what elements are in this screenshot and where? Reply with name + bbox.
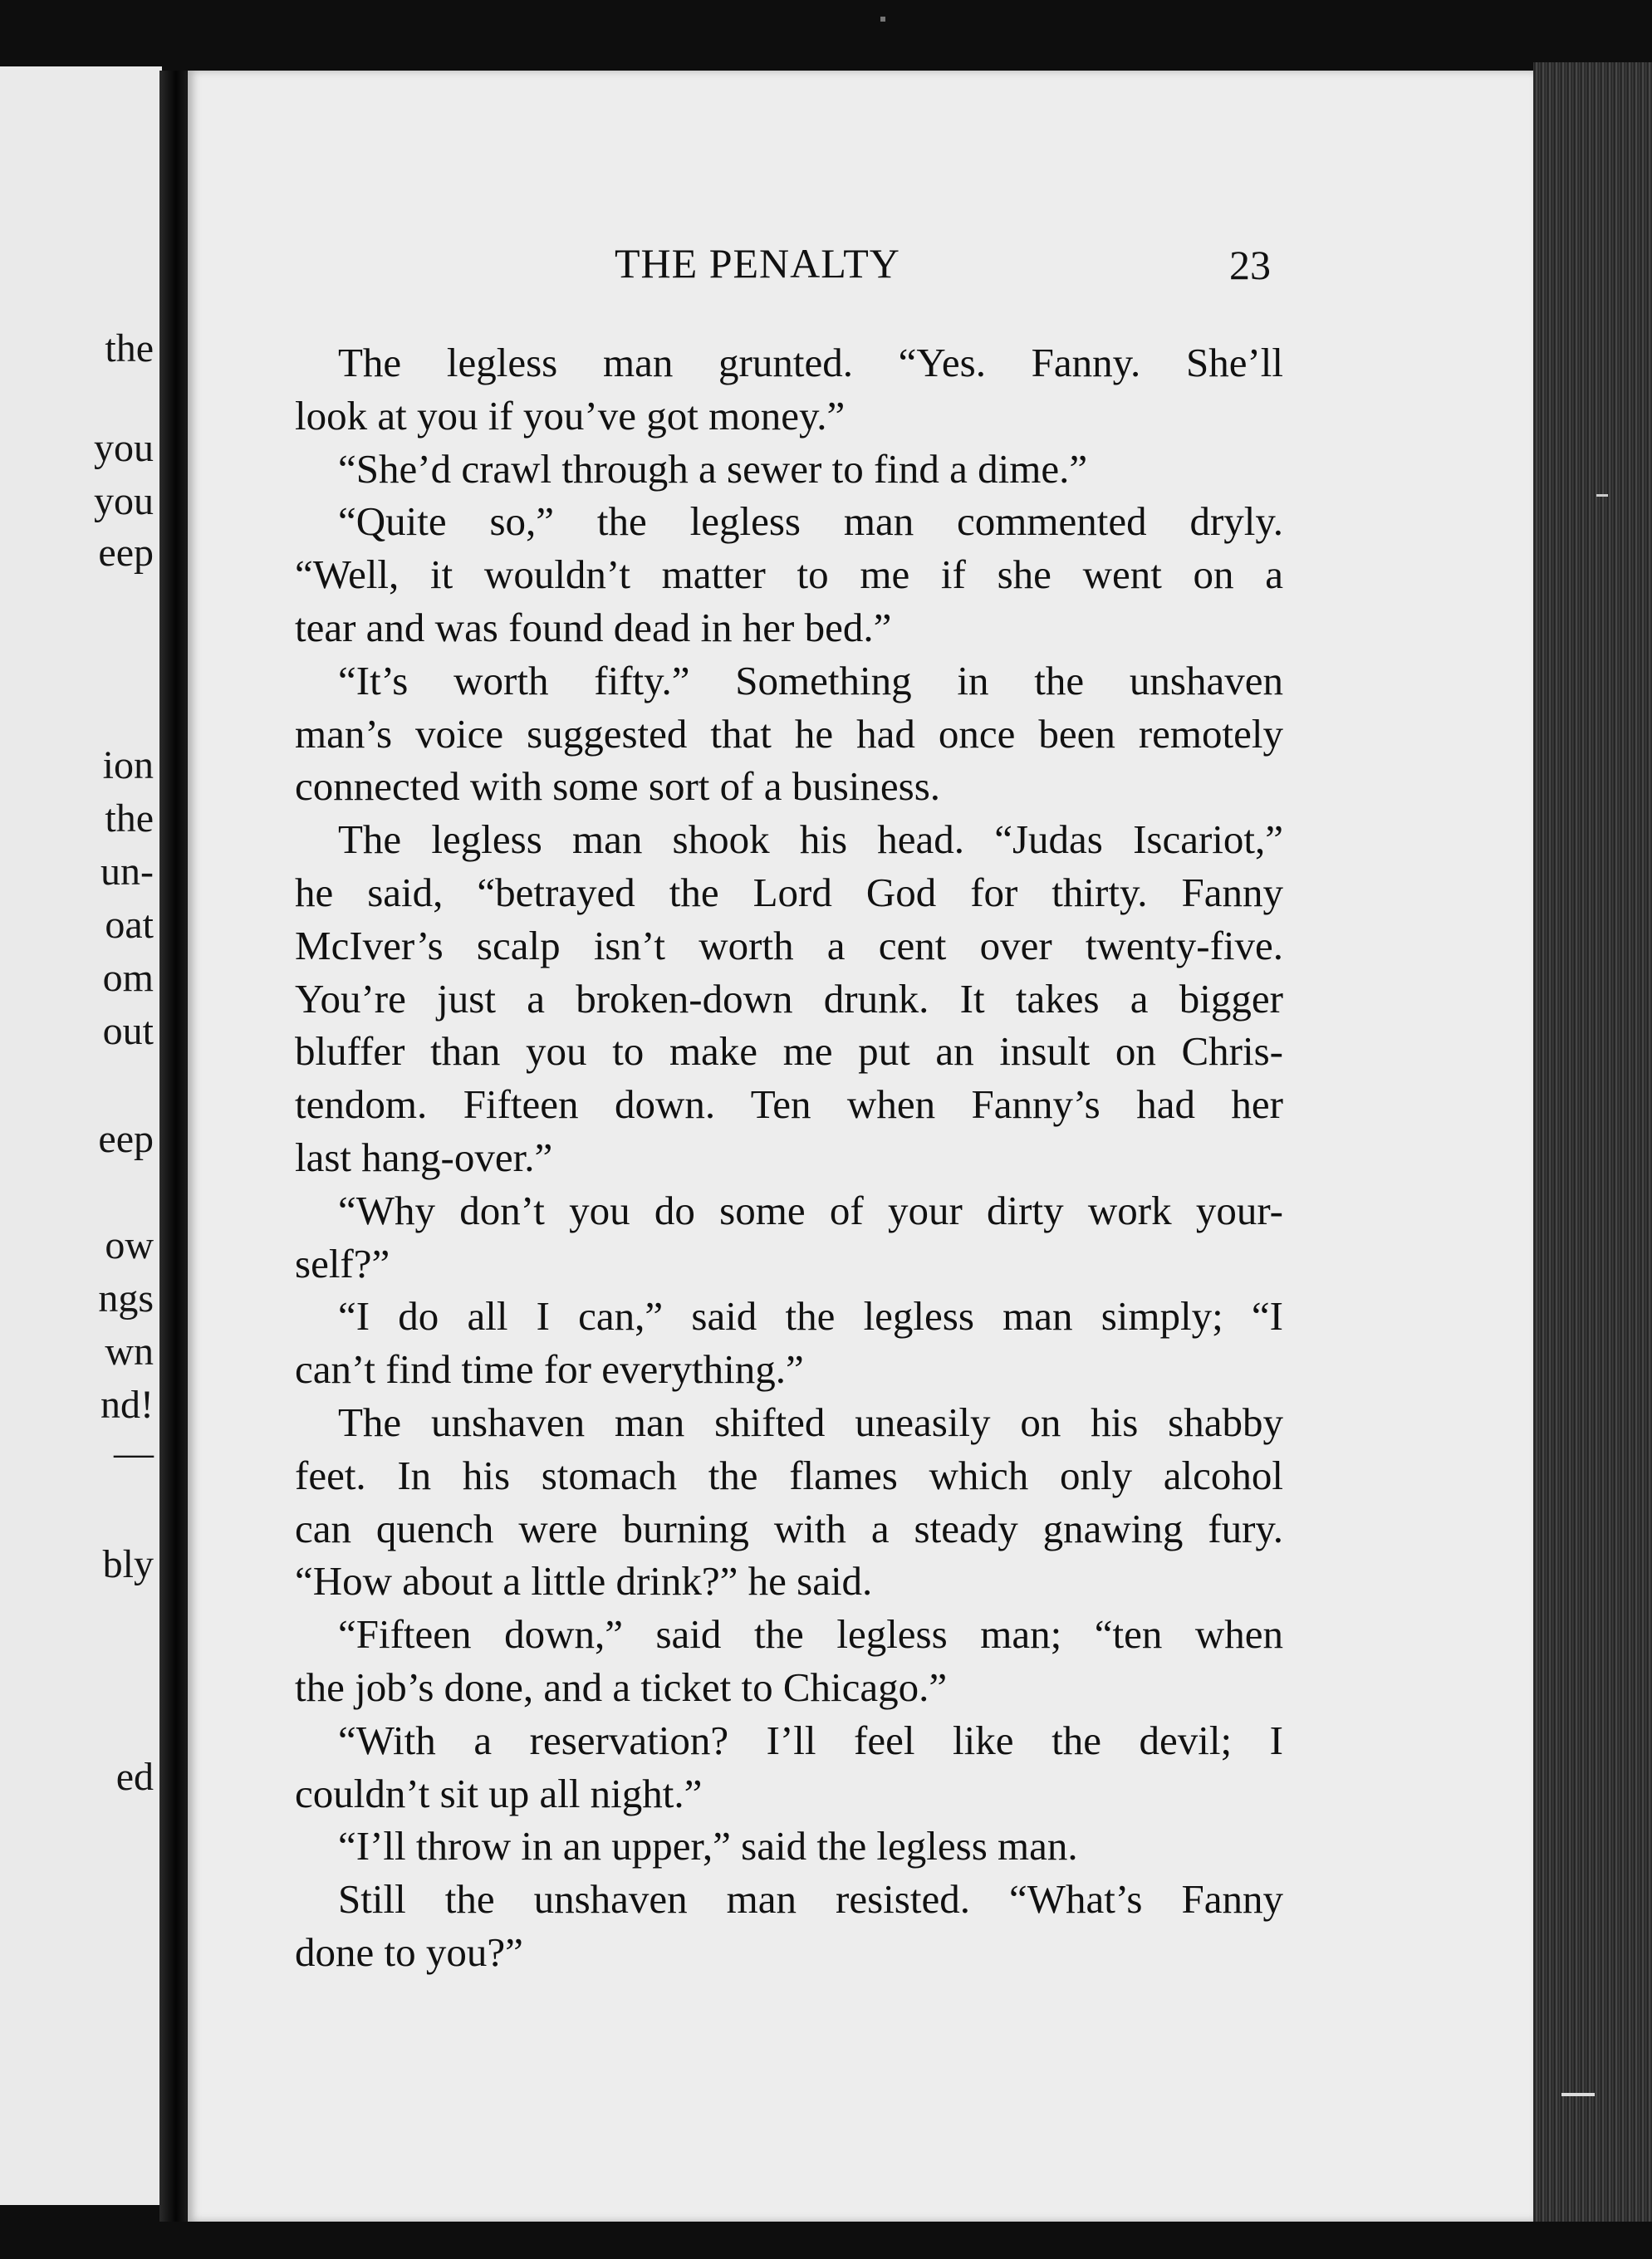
- left-page-fragment: ed: [115, 1755, 154, 1799]
- scan-speck: [880, 17, 885, 22]
- text-line: “Well, it wouldn’t matter to me if she went on a: [295, 551, 1283, 598]
- text-line: tear and was found dead in her bed.”: [295, 604, 892, 650]
- left-page-fragment: ngs: [98, 1277, 154, 1321]
- text-line: “Why don’t you do some of your dirty work your-: [338, 1187, 1283, 1233]
- page-title: THE PENALTY: [615, 240, 900, 287]
- text-line: “Quite so,” the legless man commented dryly.: [338, 498, 1283, 545]
- text-line: “With a reservation? I’ll feel like the devil; I: [338, 1717, 1283, 1763]
- text-line: man’s voice suggested that he had once been remotely: [295, 710, 1283, 757]
- scan-speck: [1561, 2093, 1595, 2096]
- running-head: [0, 239, 1652, 306]
- page-number: 23: [1229, 242, 1271, 288]
- text-line: You’re just a broken-down drunk. It takes a bigger: [295, 975, 1283, 1022]
- text-line: bluffer than you to make me put an insult on Chris-: [295, 1028, 1283, 1075]
- page-stack-edge: [1533, 62, 1652, 2222]
- left-page-fragment: eep: [98, 1117, 154, 1161]
- left-page-fragment: eep: [98, 531, 154, 575]
- left-page-fragment: wn: [105, 1330, 154, 1374]
- text-line: can’t find time for everything.”: [295, 1346, 804, 1393]
- text-line: connected with some sort of a business.: [295, 763, 941, 810]
- left-page-fragment: —: [114, 1431, 154, 1475]
- text-line: McIver’s scalp isn’t worth a cent over twenty-five.: [295, 922, 1283, 968]
- text-line: self?”: [295, 1240, 390, 1286]
- left-page-fragment: ow: [105, 1223, 154, 1267]
- text-line: “I do all I can,” said the legless man simply; “I: [338, 1293, 1283, 1340]
- text-line: The unshaven man shifted uneasily on his shabby: [338, 1399, 1283, 1445]
- left-page-fragment: you: [94, 479, 154, 523]
- text-line: he said, “betrayed the Lord God for thirty. Fanny: [295, 869, 1283, 915]
- left-page-fragment: om: [102, 956, 154, 1000]
- left-page-fragment: nd!: [100, 1383, 154, 1427]
- left-page-fragment: you: [94, 426, 154, 470]
- text-line: The legless man grunted. “Yes. Fanny. She’ll: [338, 340, 1283, 385]
- body-text: [295, 336, 1283, 1979]
- left-page-fragment: the: [105, 796, 154, 840]
- left-page-fragment: the: [105, 326, 154, 370]
- text-line: “How about a little drink?” he said.: [295, 1558, 873, 1605]
- text-line: can quench were burning with a steady gnawing fury.: [295, 1505, 1283, 1551]
- text-line: look at you if you’ve got money.”: [295, 392, 846, 439]
- left-page-fragment: oat: [105, 903, 154, 947]
- left-page-fragment: out: [102, 1009, 154, 1053]
- text-line: “Fifteen down,” said the legless man; “ten when: [338, 1611, 1283, 1658]
- left-page-fragment: bly: [102, 1542, 154, 1586]
- text-line: last hang-over.”: [295, 1134, 553, 1180]
- text-line: tendom. Fifteen down. Ten when Fanny’s had her: [295, 1081, 1283, 1128]
- text-line: feet. In his stomach the flames which only alcohol: [295, 1452, 1283, 1498]
- text-line: The legless man shook his head. “Judas Iscariot,”: [338, 816, 1283, 863]
- scan-speck: [1596, 494, 1608, 497]
- text-line: “She’d crawl through a sewer to find a dime.”: [338, 445, 1088, 492]
- left-page-fragment: un-: [100, 850, 154, 894]
- left-page-edge: [0, 66, 162, 2205]
- text-line: the job’s done, and a ticket to Chicago.”: [295, 1664, 948, 1710]
- text-line: Still the unshaven man resisted. “What’s Fanny: [338, 1876, 1283, 1923]
- text-line: done to you?”: [295, 1928, 523, 1975]
- left-page-fragment: ion: [102, 743, 154, 787]
- text-line: “It’s worth fifty.” Something in the unshaven: [338, 657, 1283, 703]
- text-line: “I’ll throw in an upper,” said the legless man.: [338, 1823, 1078, 1869]
- book-gutter: [159, 71, 187, 2222]
- text-line: couldn’t sit up all night.”: [295, 1770, 703, 1816]
